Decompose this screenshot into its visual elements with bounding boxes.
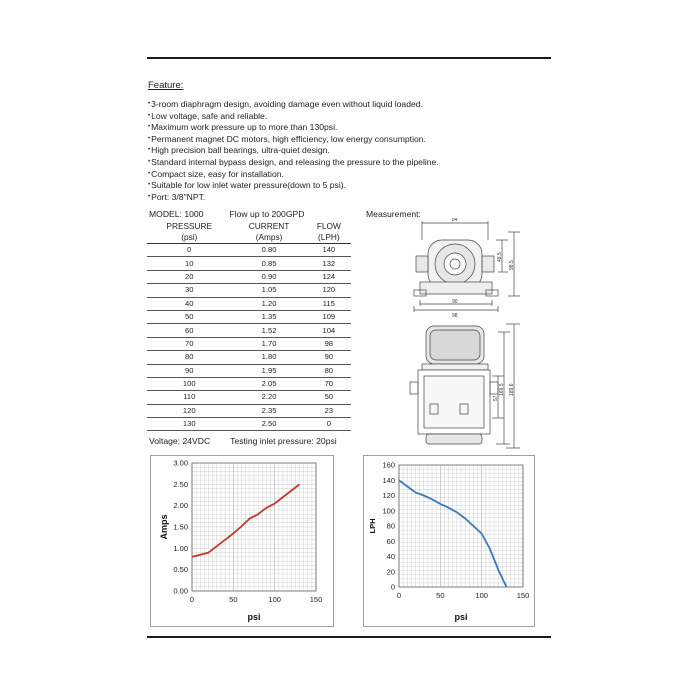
data-point [480,532,482,534]
current-cell: 1.35 [232,310,307,323]
feature-item: • Permanent magnet DC motors, high efficiency, low energy consumption. [148,134,439,146]
table-row [147,404,351,417]
flow-cell: 124 [307,270,351,283]
pressure-cell: 60 [147,324,232,337]
x-tick-label: 150 [309,595,323,604]
current-cell: 2.35 [232,404,307,417]
y-tick-label: 20 [386,567,395,577]
header-flow: FLOW [316,221,341,231]
data-point [265,507,267,509]
data-point [431,498,433,500]
y-tick-label: 140 [382,475,395,485]
y-tick-label: 40 [386,552,395,561]
pressure-cell: 120 [147,404,232,417]
dim-top-width: 84 [452,218,458,223]
flow-cell: 80 [307,364,351,377]
pump-dimension-drawing [400,218,530,450]
data-point [447,507,449,509]
table-row [147,377,351,390]
feature-item: • Low voltage, safe and reliable. [148,111,439,123]
dim-base-outer: 98 [452,313,458,319]
flow-cell: 50 [307,391,351,404]
model-number: MODEL: 1000 [149,209,204,219]
y-tick-label: 100 [382,506,395,516]
flow-cell: 104 [307,324,351,337]
current-cell: 1.20 [232,297,307,310]
data-point [464,517,466,519]
feature-item: • Standard internal bypass design, and releasing the pressure to the pipeline. [148,157,439,169]
data-point [257,513,259,515]
header-current: CURRENT [248,221,290,231]
flow-rating: Flow up to 200GPD [229,209,305,219]
current-cell: 1.05 [232,284,307,297]
feature-title: Feature: [148,80,184,91]
data-point [207,551,209,553]
x-tick-label: 0 [189,595,195,604]
table-row [147,284,351,297]
data-point [282,496,284,498]
current-cell: 0.85 [232,257,307,270]
data-point [489,548,491,550]
current-cell: 1.70 [232,337,307,350]
measurement-label: Measurement: [366,209,421,219]
bottom-rule [147,636,551,638]
data-point [191,556,193,558]
flow-cell: 0 [307,418,351,431]
dim-b: 98.5 [509,260,515,270]
data-point [240,525,242,527]
dim-side-a: 57 [493,395,499,401]
pressure-cell: 50 [147,310,232,323]
y-tick-label: 0.50 [173,565,188,575]
data-point [298,483,300,485]
pressure-cell: 90 [147,364,232,377]
current-cell: 2.20 [232,391,307,404]
y-tick-label: 0 [390,582,395,592]
x-tick-label: 50 [229,595,238,604]
flow-cell: 90 [307,351,351,364]
x-axis-label: psi [247,612,261,622]
data-point [199,554,201,556]
pressure-cell: 30 [147,284,232,297]
y-tick-label: 3.00 [173,458,188,468]
x-tick-label: 0 [396,591,402,600]
current-cell: 1.95 [232,364,307,377]
flow-cell: 98 [307,337,351,350]
unit-current: (Amps) [232,232,307,244]
top-rule [147,57,551,59]
table-row [147,324,351,337]
data-point [224,539,226,541]
feature-item: • Maximum work pressure up to more than 130psi. [148,122,439,134]
model-line [149,209,330,219]
x-tick-label: 150 [516,591,530,600]
y-tick-label: 80 [386,521,395,531]
data-point [456,511,458,513]
feature-list [148,99,439,203]
data-point [439,503,441,505]
y-tick-label: 160 [382,460,395,470]
data-point [249,517,251,519]
x-tick-label: 100 [268,595,281,604]
y-tick-label: 2.00 [173,501,188,511]
flow-cell: 23 [307,404,351,417]
table-row [147,391,351,404]
data-point [472,525,474,527]
y-tick-label: 0.00 [173,586,188,596]
current-cell: 0.80 [232,244,307,257]
flow-cell: 115 [307,297,351,310]
pressure-cell: 80 [147,351,232,364]
y-tick-label: 1.50 [173,522,188,532]
pressure-cell: 10 [147,257,232,270]
y-tick-label: 60 [386,536,395,546]
current-cell: 0.90 [232,270,307,283]
table-row [147,418,351,431]
current-vs-pressure-chart [150,455,334,627]
feature-item: • Compact size, easy for installation. [148,169,439,181]
table-row [147,364,351,377]
y-axis-label: LPH [368,518,377,534]
table-row [147,244,351,257]
data-point [290,490,292,492]
table-row [147,257,351,270]
data-point [232,532,234,534]
pressure-cell: 70 [147,337,232,350]
data-point [505,586,507,588]
data-point [414,491,416,493]
flow-cell: 140 [307,244,351,257]
pressure-cell: 20 [147,270,232,283]
spec-table [147,221,351,431]
flow-cell: 132 [307,257,351,270]
data-point [423,494,425,496]
dim-side-b: 169.5 [499,383,505,396]
table-row [147,297,351,310]
table-row [147,270,351,283]
data-point [273,502,275,504]
current-cell: 1.80 [232,351,307,364]
dim-a: 48.5 [497,252,503,262]
dim-base-inner: 90 [452,299,458,305]
unit-flow: (LPH) [307,232,351,244]
current-cell: 2.50 [232,418,307,431]
test-conditions [149,436,357,446]
x-axis-label: psi [454,612,468,622]
current-cell: 2.05 [232,377,307,390]
pressure-cell: 40 [147,297,232,310]
feature-item: • Suitable for low inlet water pressure(down to 5 psi). [148,180,439,192]
x-tick-label: 100 [475,591,488,600]
pressure-cell: 130 [147,418,232,431]
data-point [398,479,400,481]
y-tick-label: 1.00 [173,543,188,553]
pressure-cell: 100 [147,377,232,390]
dim-side-c: 189.6 [509,383,515,396]
pressure-cell: 0 [147,244,232,257]
table-row [147,337,351,350]
flow-cell: 120 [307,284,351,297]
flow-cell: 109 [307,310,351,323]
feature-item: • High precision ball bearings, ultra-quiet design. [148,145,439,157]
feature-item: • Port: 3/8"NPT. [148,192,439,204]
table-row [147,351,351,364]
y-axis-label: Amps [159,514,169,540]
data-point [406,485,408,487]
y-tick-label: 2.50 [173,479,188,489]
feature-item: • 3-room diaphragm design, avoiding damage even without liquid loaded. [148,99,439,111]
unit-pressure: (psi) [147,232,232,244]
current-cell: 1.52 [232,324,307,337]
data-point [216,545,218,547]
data-point [497,568,499,570]
voltage-label: Voltage: 24VDC [149,436,211,446]
flow-cell: 70 [307,377,351,390]
pressure-cell: 110 [147,391,232,404]
x-tick-label: 50 [436,591,445,600]
table-row [147,310,351,323]
header-pressure: PRESSURE [166,221,213,231]
y-tick-label: 120 [382,491,395,500]
testing-pressure-label: Testing inlet pressure: 20psi [230,436,337,446]
flow-vs-pressure-chart [363,455,535,627]
